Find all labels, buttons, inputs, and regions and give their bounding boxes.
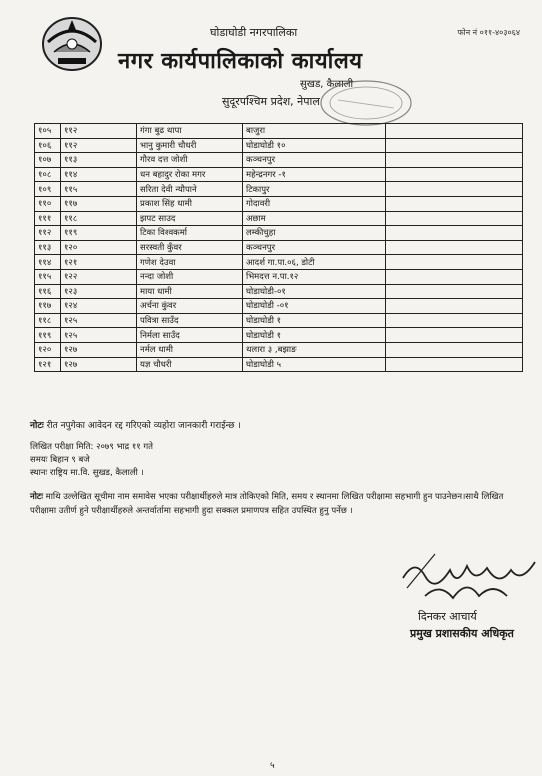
table-row bbox=[35, 167, 523, 182]
table-row bbox=[35, 342, 523, 357]
serial-cell: १२१ bbox=[35, 357, 61, 372]
address-cell: थलारा ३ ,बझाङ bbox=[243, 342, 386, 357]
candidate-name-cell: भानु कुमारी चौधरी bbox=[137, 138, 243, 153]
serial-cell: ११८ bbox=[35, 313, 61, 328]
roll-number-cell: १२७ bbox=[61, 357, 137, 372]
candidate-name-cell: प्रकाश सिंह धामी bbox=[137, 196, 243, 211]
candidate-name-cell: नन्दा जोशी bbox=[137, 269, 243, 284]
roll-number-cell: १२२ bbox=[61, 269, 137, 284]
table-row bbox=[35, 313, 523, 328]
roll-number-cell: १२४ bbox=[61, 299, 137, 314]
nepal-emblem-icon bbox=[40, 14, 104, 72]
serial-cell: १२० bbox=[35, 342, 61, 357]
office-stamp-icon bbox=[318, 78, 414, 128]
remarks-cell bbox=[386, 196, 523, 211]
serial-cell: १०९ bbox=[35, 182, 61, 197]
exam-details bbox=[30, 441, 153, 480]
address-cell: घोडाघोडी १ bbox=[243, 313, 386, 328]
candidate-name-cell: सरिता देवी न्यौपाने bbox=[137, 182, 243, 197]
remarks-cell bbox=[386, 124, 523, 139]
candidate-name-cell: गणेश देउवा bbox=[137, 255, 243, 270]
serial-cell: १०६ bbox=[35, 138, 61, 153]
handwritten-signature bbox=[395, 548, 542, 618]
roll-number-cell: ११४ bbox=[61, 167, 137, 182]
roll-number-cell: १२१ bbox=[61, 255, 137, 270]
candidate-name-cell: पवित्रा साउँद bbox=[137, 313, 243, 328]
address-cell: लम्कीचुहा bbox=[243, 226, 386, 241]
roll-number-cell: १२३ bbox=[61, 284, 137, 299]
remarks-cell bbox=[386, 357, 523, 372]
address-cell: घोडाघोडी -०१ bbox=[243, 299, 386, 314]
table-row bbox=[35, 328, 523, 343]
table-row bbox=[35, 182, 523, 197]
address-cell: टिकापुर bbox=[243, 182, 386, 197]
serial-cell: १०७ bbox=[35, 153, 61, 168]
address-cell: भिमदत्त न.पा.१२ bbox=[243, 269, 386, 284]
table-row bbox=[35, 124, 523, 139]
phone-number: फोन नं ०११-४०३०६४ bbox=[457, 28, 520, 37]
address-cell: अछाम bbox=[243, 211, 386, 226]
table-row bbox=[35, 196, 523, 211]
roll-number-cell: ११३ bbox=[61, 153, 137, 168]
remarks-cell bbox=[386, 299, 523, 314]
attendance-note bbox=[30, 490, 520, 518]
address-cell: घोडाघोडी १० bbox=[243, 138, 386, 153]
serial-cell: १०५ bbox=[35, 124, 61, 139]
roll-number-cell: ११२ bbox=[61, 138, 137, 153]
roll-number-cell: ११९ bbox=[61, 226, 137, 241]
remarks-cell bbox=[386, 153, 523, 168]
serial-cell: ११५ bbox=[35, 269, 61, 284]
table-row bbox=[35, 138, 523, 153]
serial-cell: ११९ bbox=[35, 328, 61, 343]
candidate-name-cell: गौरव दत्त जोशी bbox=[137, 153, 243, 168]
roll-number-cell: १२५ bbox=[61, 328, 137, 343]
roll-number-cell: १२५ bbox=[61, 313, 137, 328]
serial-cell: ११० bbox=[35, 196, 61, 211]
remarks-cell bbox=[386, 342, 523, 357]
address-cell: घोडाघोडी १ bbox=[243, 328, 386, 343]
exam-date: लिखित परीक्षा मिति: २०७९ भाद्र ११ गते bbox=[30, 442, 154, 452]
remarks-cell bbox=[386, 269, 523, 284]
address-cell: महेन्द्रनगर -१ bbox=[243, 167, 386, 182]
table-row bbox=[35, 226, 523, 241]
address-cell: घोडाघोडी ५ bbox=[243, 357, 386, 372]
address-cell: गोदावरी bbox=[243, 196, 386, 211]
table-row bbox=[35, 255, 523, 270]
candidate-name-cell: यज्ञ चौधरी bbox=[137, 357, 243, 372]
office-title: नगर कार्यपालिकाको कार्यालय bbox=[118, 49, 363, 74]
exam-venue: स्थानः राष्ट्रिय मा.वि. सुखड, कैलाली । bbox=[30, 468, 144, 478]
candidate-table bbox=[34, 123, 523, 372]
remarks-cell bbox=[386, 182, 523, 197]
office-address-district: सुखड, कैलाली bbox=[300, 79, 354, 90]
serial-cell: १११ bbox=[35, 211, 61, 226]
candidate-name-cell: झपट साउद bbox=[137, 211, 243, 226]
remarks-cell bbox=[386, 328, 523, 343]
table-row bbox=[35, 153, 523, 168]
serial-cell: ११६ bbox=[35, 284, 61, 299]
roll-number-cell: १२७ bbox=[61, 342, 137, 357]
note-text: माथि उल्लेखित सूचीमा नाम समावेस भएका परीक्षार्थीहरुले मात्र तोकिएको मिति, समय र स्थानमा लिखित परीक्षामा सहभागी हुन पाउनेछन।साथै लिखित परीक्षामा उतीर्ण हुने परीक्षार्थीहरुले अन्तर्वार्तामा सहभागी हुदा सक्कल प्रमाणपत्र सहित उपस्थित हुनु पर्नेछ । bbox=[30, 492, 504, 516]
table-row bbox=[35, 269, 523, 284]
serial-cell: ११७ bbox=[35, 299, 61, 314]
address-cell: कञ्चनपुर bbox=[243, 240, 386, 255]
roll-number-cell: १२० bbox=[61, 240, 137, 255]
remarks-cell bbox=[386, 138, 523, 153]
table-row bbox=[35, 299, 523, 314]
serial-cell: ११४ bbox=[35, 255, 61, 270]
table-row bbox=[35, 284, 523, 299]
candidate-name-cell: धन बहादुर रोका मगर bbox=[137, 167, 243, 182]
signatory-title: प्रमुख प्रशासकीय अधिकृत bbox=[410, 627, 514, 640]
serial-cell: ११३ bbox=[35, 240, 61, 255]
candidate-name-cell: सरस्वती कुँवर bbox=[137, 240, 243, 255]
signatory-name: दिनकर आचार्य bbox=[418, 610, 477, 623]
remarks-cell bbox=[386, 255, 523, 270]
remarks-cell bbox=[386, 284, 523, 299]
note-text: रीत नपुगेका आवेदन रद्द गरिएको व्यहोरा जानकारी गराईन्छ । bbox=[46, 421, 241, 431]
candidate-name-cell: टिका विश्वकर्मा bbox=[137, 226, 243, 241]
rejection-note bbox=[30, 418, 241, 431]
roll-number-cell: ११७ bbox=[61, 196, 137, 211]
candidate-name-cell: गंगा बुढ थापा bbox=[137, 124, 243, 139]
page-number: ५ bbox=[270, 761, 275, 771]
office-address-province: सुदूरपश्चिम प्रदेश, नेपाल bbox=[222, 95, 320, 108]
table-row bbox=[35, 357, 523, 372]
note-label: नोटः bbox=[30, 492, 43, 502]
candidate-name-cell: अर्चना कुंवर bbox=[137, 299, 243, 314]
candidate-name-cell: माया धामी bbox=[137, 284, 243, 299]
municipality-name: घोडाघोडी नगरपालिका bbox=[210, 26, 298, 39]
remarks-cell bbox=[386, 226, 523, 241]
roll-number-cell: ११२ bbox=[61, 124, 137, 139]
exam-time: समयः बिहान ९ बजे bbox=[30, 455, 90, 465]
remarks-cell bbox=[386, 211, 523, 226]
remarks-cell bbox=[386, 167, 523, 182]
roll-number-cell: ११८ bbox=[61, 211, 137, 226]
roll-number-cell: ११५ bbox=[61, 182, 137, 197]
note-label: नोटः bbox=[30, 421, 44, 431]
address-cell: कञ्चनपुर bbox=[243, 153, 386, 168]
remarks-cell bbox=[386, 240, 523, 255]
serial-cell: ११२ bbox=[35, 226, 61, 241]
address-cell: आदर्श गा.पा.०६, डोटी bbox=[243, 255, 386, 270]
candidate-name-cell: निर्मला साउँद bbox=[137, 328, 243, 343]
address-cell: घोडाघोडी-०१ bbox=[243, 284, 386, 299]
remarks-cell bbox=[386, 313, 523, 328]
table-row bbox=[35, 240, 523, 255]
candidate-name-cell: नर्मल धामी bbox=[137, 342, 243, 357]
table-row bbox=[35, 211, 523, 226]
serial-cell: १०८ bbox=[35, 167, 61, 182]
address-cell: बाजुरा bbox=[243, 124, 386, 139]
